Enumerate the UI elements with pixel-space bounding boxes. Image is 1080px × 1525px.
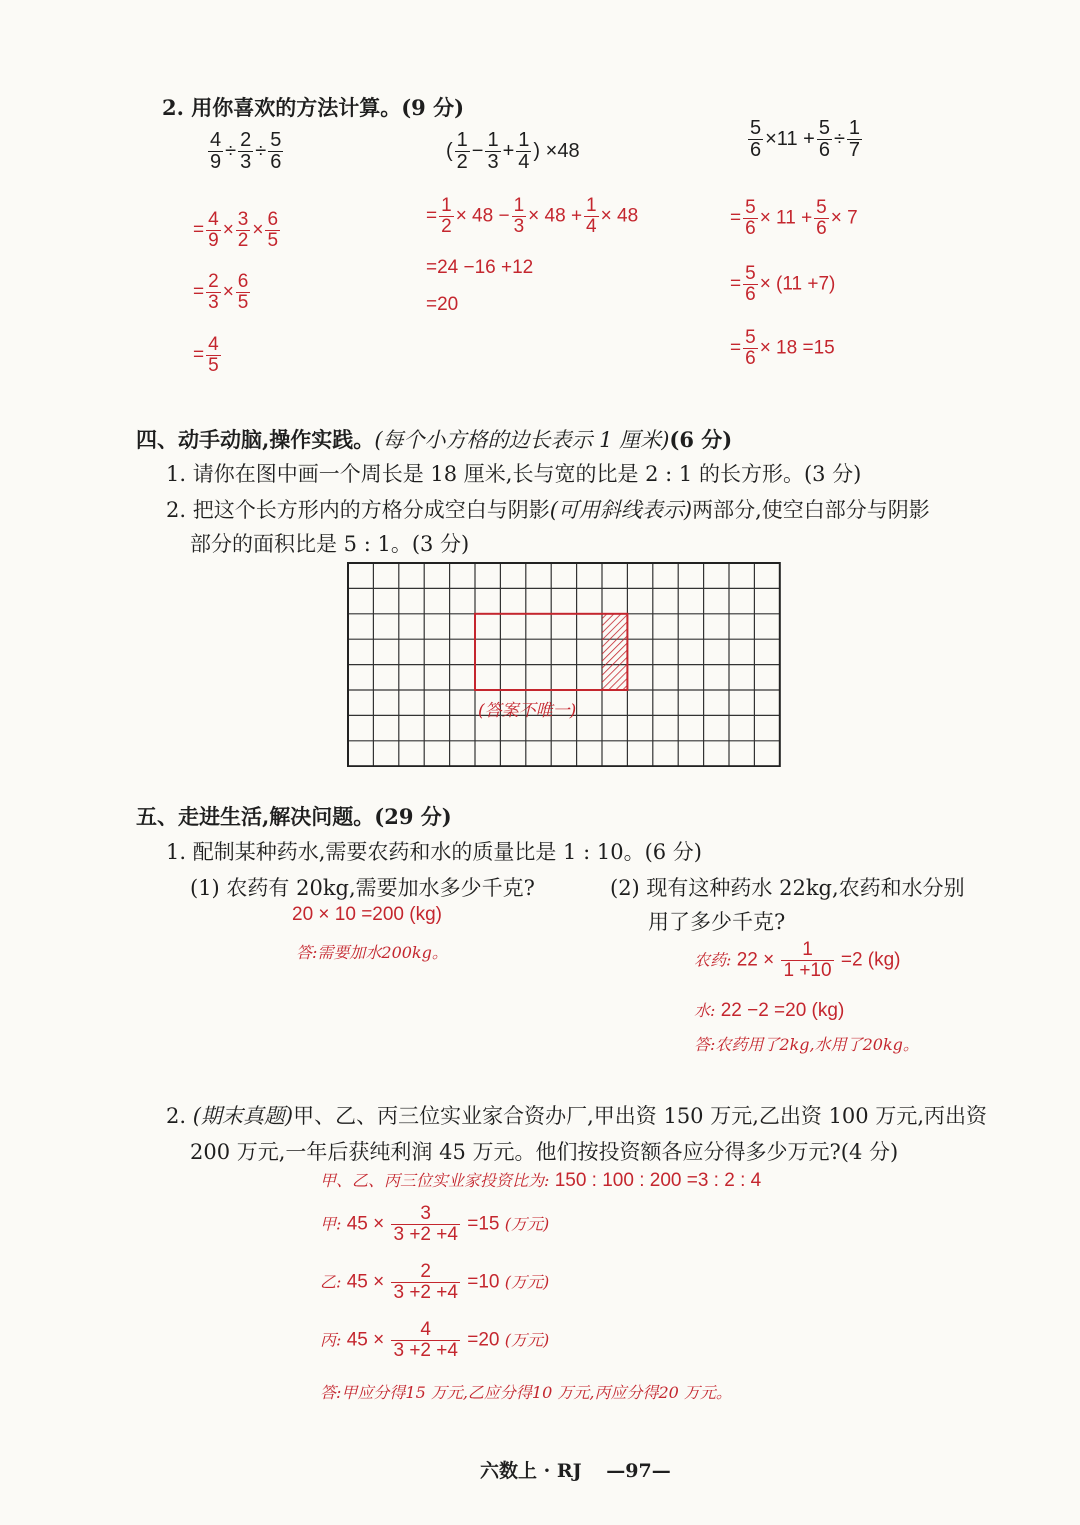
q2-p3-step-1 [730,198,858,239]
s5-q2-answer: 答:甲应分得15 万元,乙应分得10 万元,丙应分得20 万元。 [320,1383,732,1402]
numerator: 1 [456,129,468,151]
pesticide-frac-num: 1 [802,939,813,960]
denominator: 5 [237,291,249,313]
s5-q1-sub2-calc-water [694,998,844,1022]
denominator: 6 [818,139,830,161]
math-text: + [502,139,515,162]
s5-q2-line1 [166,1100,987,1130]
s5-q2-hint: (期末真题) [192,1104,294,1128]
math-fraction [743,264,758,305]
math-text: ×11 + [765,127,815,150]
numerator: 2 [208,271,219,292]
row-unit: (万元) [504,1214,550,1234]
numerator: 4 [210,129,222,151]
square-grid [347,562,781,767]
q2-p3-step-2 [730,264,835,305]
numerator: 1 [513,195,525,216]
numerator: 5 [750,117,762,139]
numerator: 1 [848,117,861,139]
math-text: × (11 +7) [759,273,836,295]
page-number: —97— [606,1460,671,1482]
row-frac-num: 3 [420,1203,431,1224]
denominator: 6 [270,151,282,173]
math-text: × 7 [830,207,858,229]
math-text: × 48 [600,205,639,227]
pesticide-calc-a: 22 × [736,949,775,971]
row-frac-den: 3 +2 +4 [393,1339,458,1361]
s5-q1-title: 1. 配制某种药水,需要农药和水的质量比是 1 : 10。(6 分) [166,840,702,864]
denominator: 5 [267,229,279,251]
math-fraction [584,196,599,237]
row-unit: (万元) [504,1330,550,1350]
math-text: − [471,139,484,162]
numerator: 5 [270,129,282,151]
row-label: 丙: [320,1330,342,1350]
row-frac-num: 2 [420,1261,431,1282]
denominator: 2 [237,229,249,251]
row-b: =10 [467,1271,500,1293]
math-fraction [814,198,829,239]
math-text: ÷ [255,139,267,162]
math-fraction [265,210,280,251]
denominator: 4 [518,151,530,173]
math-fraction [743,198,758,239]
math-text: × [222,219,234,241]
numerator: 4 [208,209,219,230]
math-fraction [512,196,527,237]
math-fraction [206,335,221,376]
row-b: =20 [467,1329,500,1351]
numerator: 1 [441,195,452,216]
denominator: 5 [208,354,219,376]
ratio-value: 150 : 100 : 200 =3 : 2 : 4 [554,1170,762,1191]
math-fraction [847,118,862,161]
numerator: 5 [818,117,830,139]
shaded-region [602,614,627,690]
row-a: 45 × [346,1213,385,1235]
s4-q2-post: 两部分,使空白部分与阴影 [692,498,930,522]
s5-q1-sub2-line1: (2) 现有这种药水 22kg,农药和水分别 [610,876,965,900]
row-fraction [391,1204,459,1245]
denominator: 2 [441,215,452,237]
numerator: 2 [240,129,252,151]
grid-svg [347,562,781,767]
s4-q2-pre: 2. 把这个长方形内的方格分成空白与阴影 [166,498,550,522]
numerator: 1 [487,129,499,151]
math-fraction [439,196,454,237]
math-text: =24 −16 +12 [426,257,534,278]
row-fraction [391,1320,459,1361]
denominator: 6 [745,217,756,239]
q2-p3-step-3 [730,328,835,369]
footer-label: 六数上 · RJ [480,1460,582,1482]
math-fraction [743,328,758,369]
denominator: 6 [745,347,756,369]
numerator: 5 [745,197,756,218]
numerator: 1 [518,129,530,151]
numerator: 5 [816,197,827,218]
math-fraction [236,272,251,313]
q2-p1-step-1 [193,210,282,251]
grid-note: (答案不唯一) [478,701,577,721]
math-fraction [485,130,500,173]
s5-q2-ratio [320,1168,761,1192]
q2-p2-expr [446,130,580,173]
math-text: ) ×48 [533,139,580,162]
row-unit: (万元) [504,1272,550,1292]
numerator: 4 [208,334,219,355]
math-fraction [206,272,221,313]
math-text: × 11 + [759,207,813,229]
pesticide-label: 农药: [694,950,732,970]
row-fraction [391,1262,459,1303]
q2-p2-step-2 [426,257,533,279]
section-4-title-score: (6 分) [669,427,733,452]
pesticide-fraction [781,940,833,981]
row-label: 甲: [320,1214,342,1234]
section-5-title: 五、走进生活,解决问题。(29 分) [136,804,452,829]
row-frac-den: 3 +2 +4 [393,1281,458,1303]
math-text: × 18 =15 [759,337,835,359]
s4-q1: 1. 请你在图中画一个周长是 18 厘米,长与宽的比是 2 : 1 的长方形。(3 分) [166,462,862,486]
math-text: = [193,281,205,303]
math-text: × 48 + [528,205,583,227]
pesticide-calc-b: =2 (kg) [840,949,901,971]
math-text: = [193,344,205,366]
numerator: 3 [237,209,249,230]
ratio-label: 甲、乙、丙三位实业家投资比为: [320,1171,550,1190]
s5-q2-row-bing [320,1320,549,1361]
denominator: 7 [848,139,861,161]
denominator: 3 [208,291,219,313]
row-b: =15 [467,1213,500,1235]
denominator: 6 [745,283,756,305]
q2-title: 2. 用你喜欢的方法计算。(9 分) [162,95,465,120]
math-text: × 48 − [455,205,510,227]
s4-q2-line1 [166,494,930,524]
section-4-title-text: 四、动手动脑,操作实践。 [136,427,375,452]
numerator: 6 [267,209,279,230]
q2-p2-step-1 [426,196,638,237]
math-text: =20 [426,294,459,315]
numerator: 1 [586,195,597,216]
row-frac-num: 4 [420,1319,431,1340]
math-text: = [730,273,742,295]
denominator: 3 [487,151,499,173]
denominator: 3 [513,215,525,237]
s4-q2-line2: 部分的面积比是 5 : 1。(3 分) [190,532,470,556]
s5-q2-post: 甲、乙、丙三位实业家合资办厂,甲出资 150 万元,乙出资 100 万元,丙出资 [293,1104,987,1128]
s5-q2-line2: 200 万元,一年后获纯利润 45 万元。他们按投资额各应分得多少万元?(4 分) [190,1140,899,1164]
denominator: 2 [456,151,468,173]
q2-p1-step-2 [193,272,252,313]
math-text: × [222,281,234,303]
q2-p1-expr [206,130,285,173]
math-text: ( [446,139,453,162]
s4-q2-hint: (可用斜线表示) [549,498,693,522]
math-text: ÷ [833,127,845,150]
s5-q1-sub2-calc-pesticide [694,940,901,981]
denominator: 6 [750,139,762,161]
s5-q1-sub1-answer: 答:需要加水200kg。 [296,943,448,962]
math-fraction [748,118,763,161]
row-label: 乙: [320,1272,342,1292]
s5-q2-row-yi [320,1262,549,1303]
q2-p2-step-3 [426,294,458,316]
math-fraction [268,130,283,173]
pesticide-frac-den: 1 +10 [783,959,832,981]
denominator: 9 [210,151,222,173]
q2-p3-expr [746,118,864,161]
math-fraction [516,130,531,173]
water-calc: 22 −2 =20 (kg) [720,1000,845,1021]
row-a: 45 × [346,1271,385,1293]
math-text: × [252,219,264,241]
s5-q1-sub2-answer: 答:农药用了2kg,水用了20kg。 [694,1035,919,1054]
math-fraction [206,210,221,251]
math-text: = [730,207,742,229]
numerator: 6 [237,271,249,292]
numerator: 5 [745,327,756,348]
section-4-title-hint: (每个小方格的边长表示 1 厘米) [374,428,670,452]
math-text: = [730,337,742,359]
s5-q1-sub2-line2: 用了多少千克? [648,910,786,934]
row-frac-den: 3 +2 +4 [393,1223,458,1245]
s5-q2-pre: 2. [166,1104,193,1128]
denominator: 9 [208,229,219,251]
math-fraction [238,130,253,173]
section-4-title [136,424,732,454]
row-a: 45 × [346,1329,385,1351]
math-fraction [236,210,251,251]
math-text: = [426,205,438,227]
water-label: 水: [694,1001,716,1020]
math-text: ÷ [225,139,237,162]
math-text: = [193,219,205,241]
s5-q1-sub1: (1) 农药有 20kg,需要加水多少千克? [190,876,535,900]
denominator: 3 [240,151,252,173]
math-fraction [817,118,832,161]
s5-q1-sub1-calc: 20 × 10 =200 (kg) [292,904,442,925]
q2-p1-step-3 [193,335,223,376]
denominator: 6 [816,217,827,239]
page-footer [480,1456,671,1483]
denominator: 4 [586,215,597,237]
math-fraction [455,130,470,173]
numerator: 5 [745,263,756,284]
math-fraction [208,130,223,173]
s5-q2-row-jia [320,1204,549,1245]
